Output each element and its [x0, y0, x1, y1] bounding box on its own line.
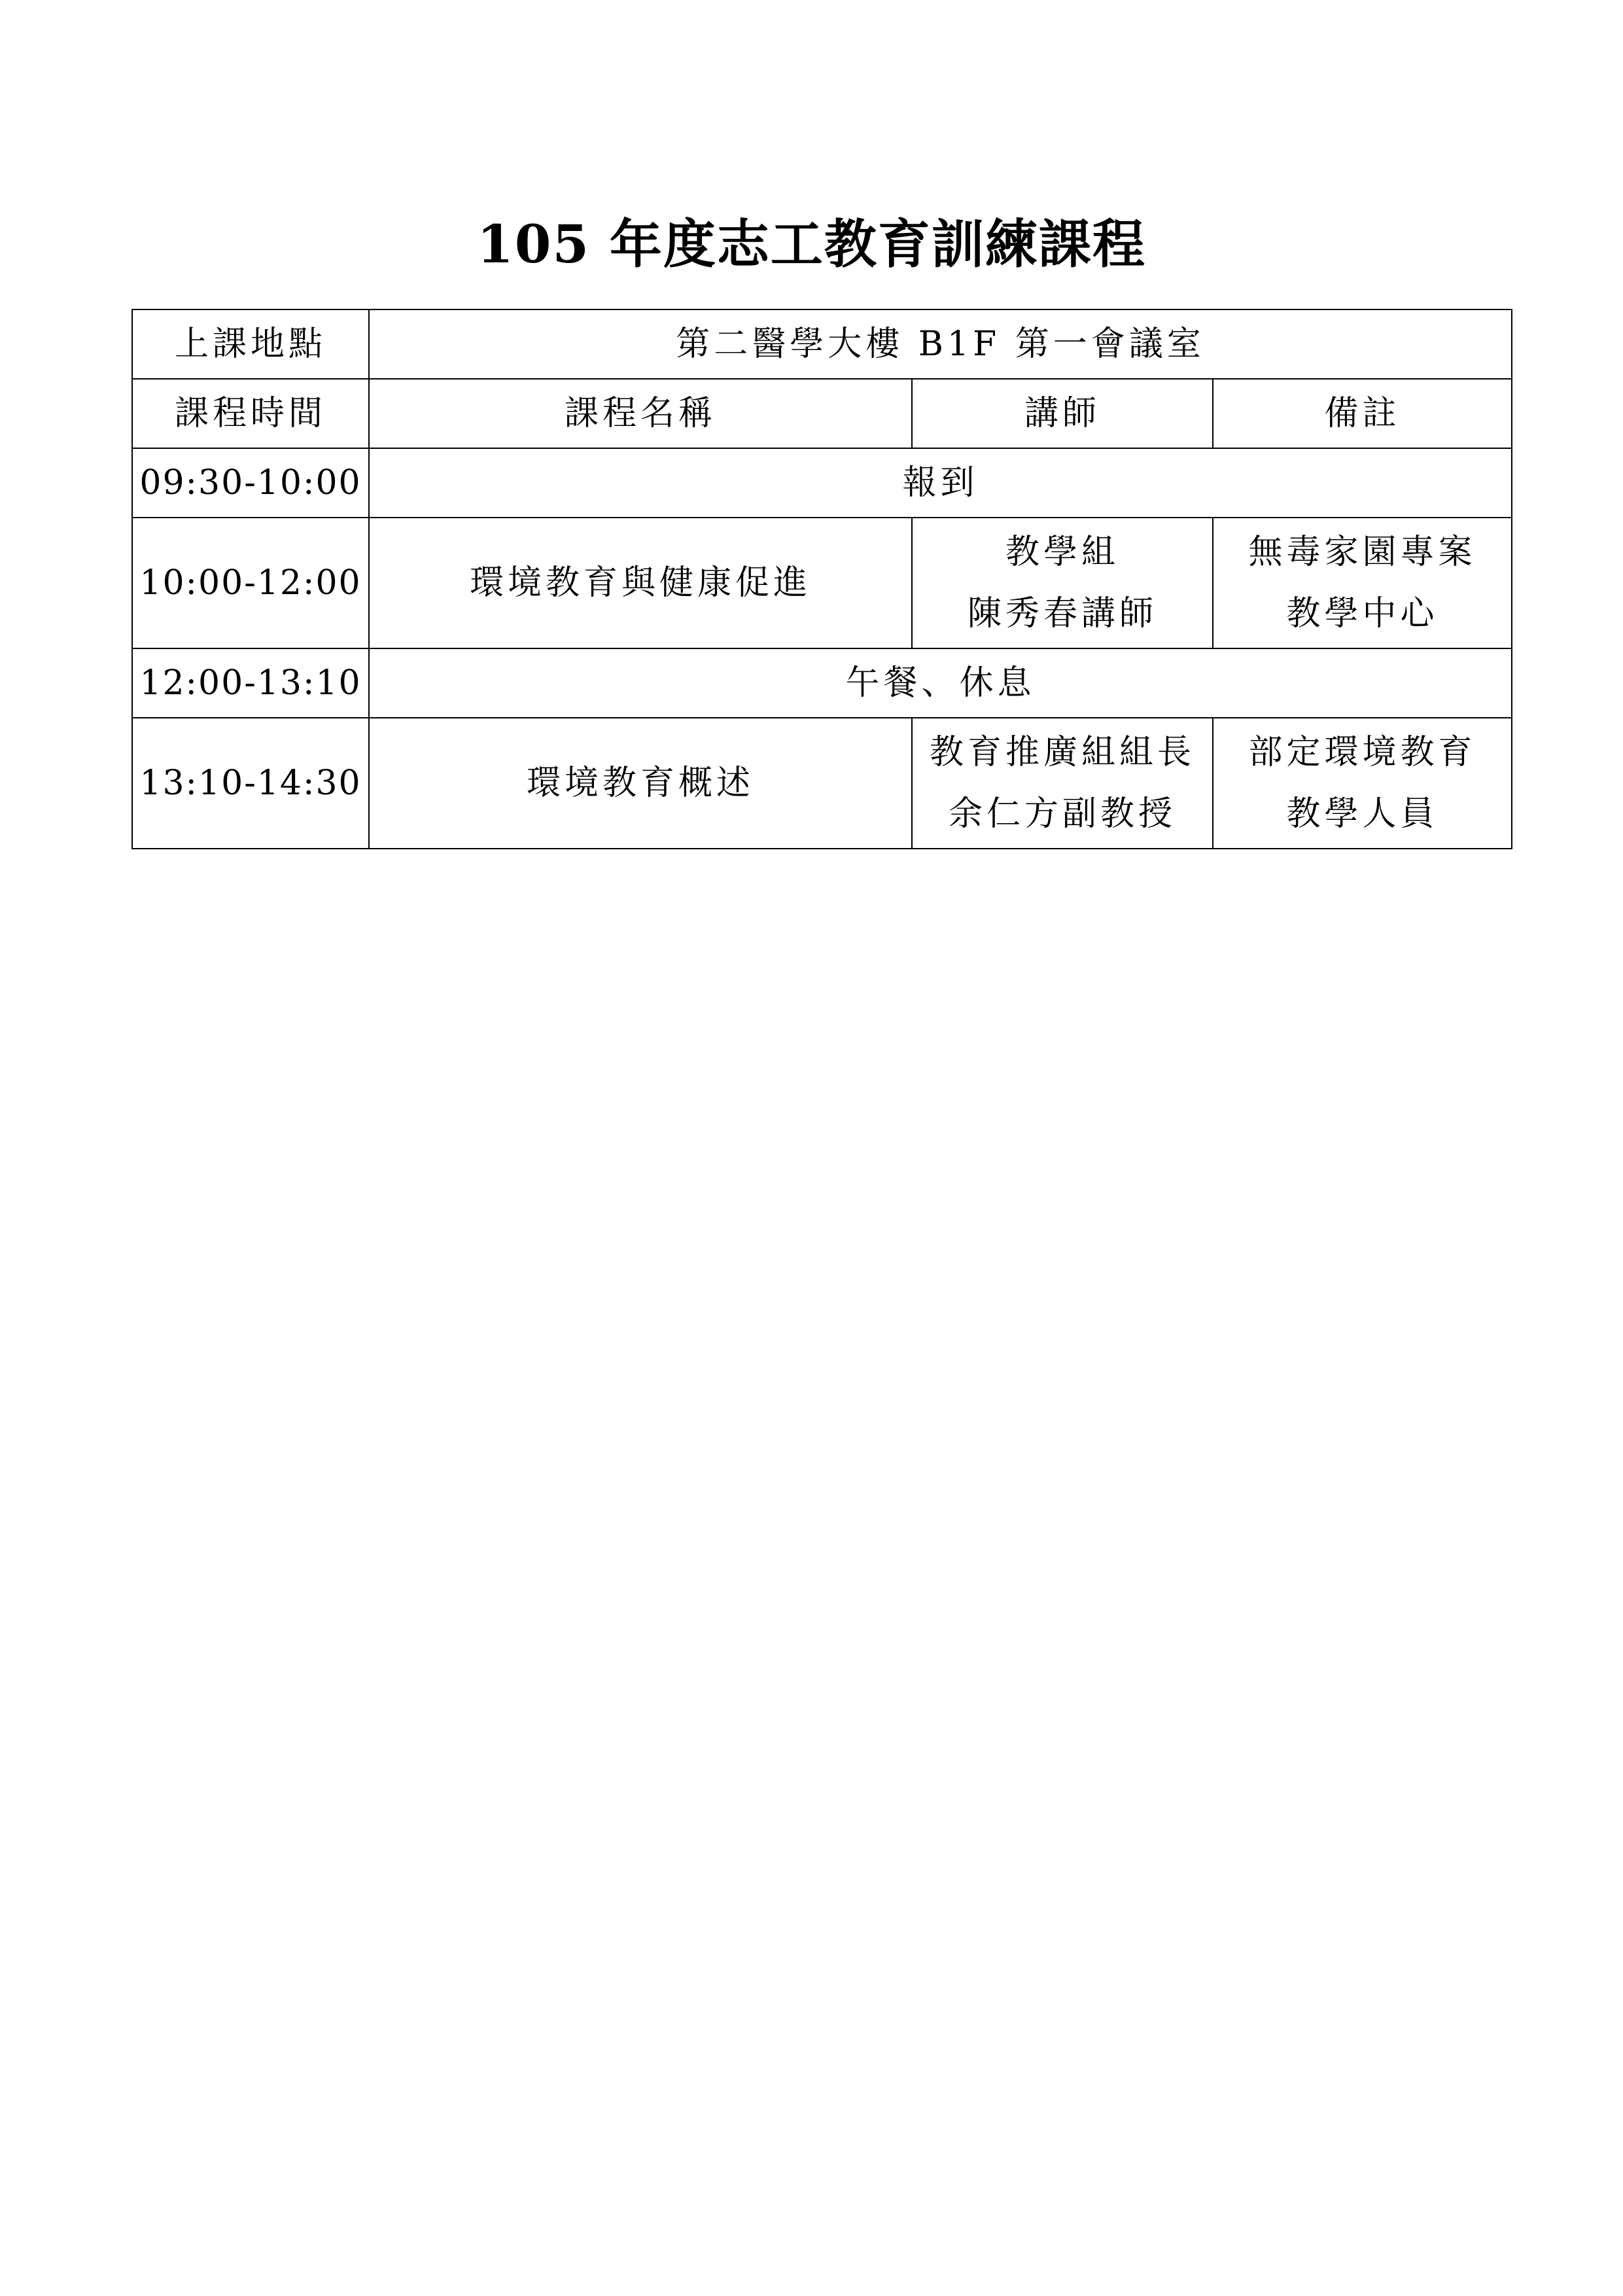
- row-time: 13:10-14:30: [132, 718, 369, 849]
- row-instructor: [912, 518, 1213, 648]
- row-span-text: 午餐、休息: [369, 648, 1512, 718]
- note-line: 部定環境教育: [1248, 733, 1476, 772]
- row-course: 環境教育與健康促進: [369, 518, 912, 648]
- row-time: 12:00-13:10: [132, 648, 369, 718]
- table-row: [132, 718, 1512, 849]
- row-note: [1213, 518, 1512, 648]
- location-label: 上課地點: [132, 309, 369, 379]
- row-span-text: 報到: [369, 448, 1512, 518]
- location-row: [132, 309, 1512, 379]
- document-title: 105 年度志工教育訓練課程: [477, 213, 1146, 275]
- location-value: 第二醫學大樓 B1F 第一會議室: [369, 309, 1512, 379]
- instructor-line: 余仁方副教授: [948, 794, 1176, 834]
- row-time: 10:00-12:00: [132, 518, 369, 648]
- instructor-line: 教學組: [1005, 533, 1119, 572]
- row-instructor: [912, 718, 1213, 849]
- instructor-line: 陳秀春講師: [967, 594, 1157, 633]
- header-course: 課程名稱: [369, 379, 912, 448]
- header-instructor: 講師: [912, 379, 1213, 448]
- instructor-line: 教育推廣組組長: [929, 733, 1195, 772]
- note-line: 無毒家園專案: [1248, 533, 1476, 572]
- header-row: [132, 379, 1512, 448]
- row-course: 環境教育概述: [369, 718, 912, 849]
- note-line: 教學中心: [1286, 594, 1439, 633]
- table-row: [132, 448, 1512, 518]
- header-note: 備註: [1213, 379, 1512, 448]
- note-line: 教學人員: [1286, 794, 1439, 834]
- course-schedule-table: [131, 309, 1512, 849]
- row-time: 09:30-10:00: [132, 448, 369, 518]
- table-row: [132, 648, 1512, 718]
- table-row: [132, 518, 1512, 648]
- row-note: [1213, 718, 1512, 849]
- header-time: 課程時間: [132, 379, 369, 448]
